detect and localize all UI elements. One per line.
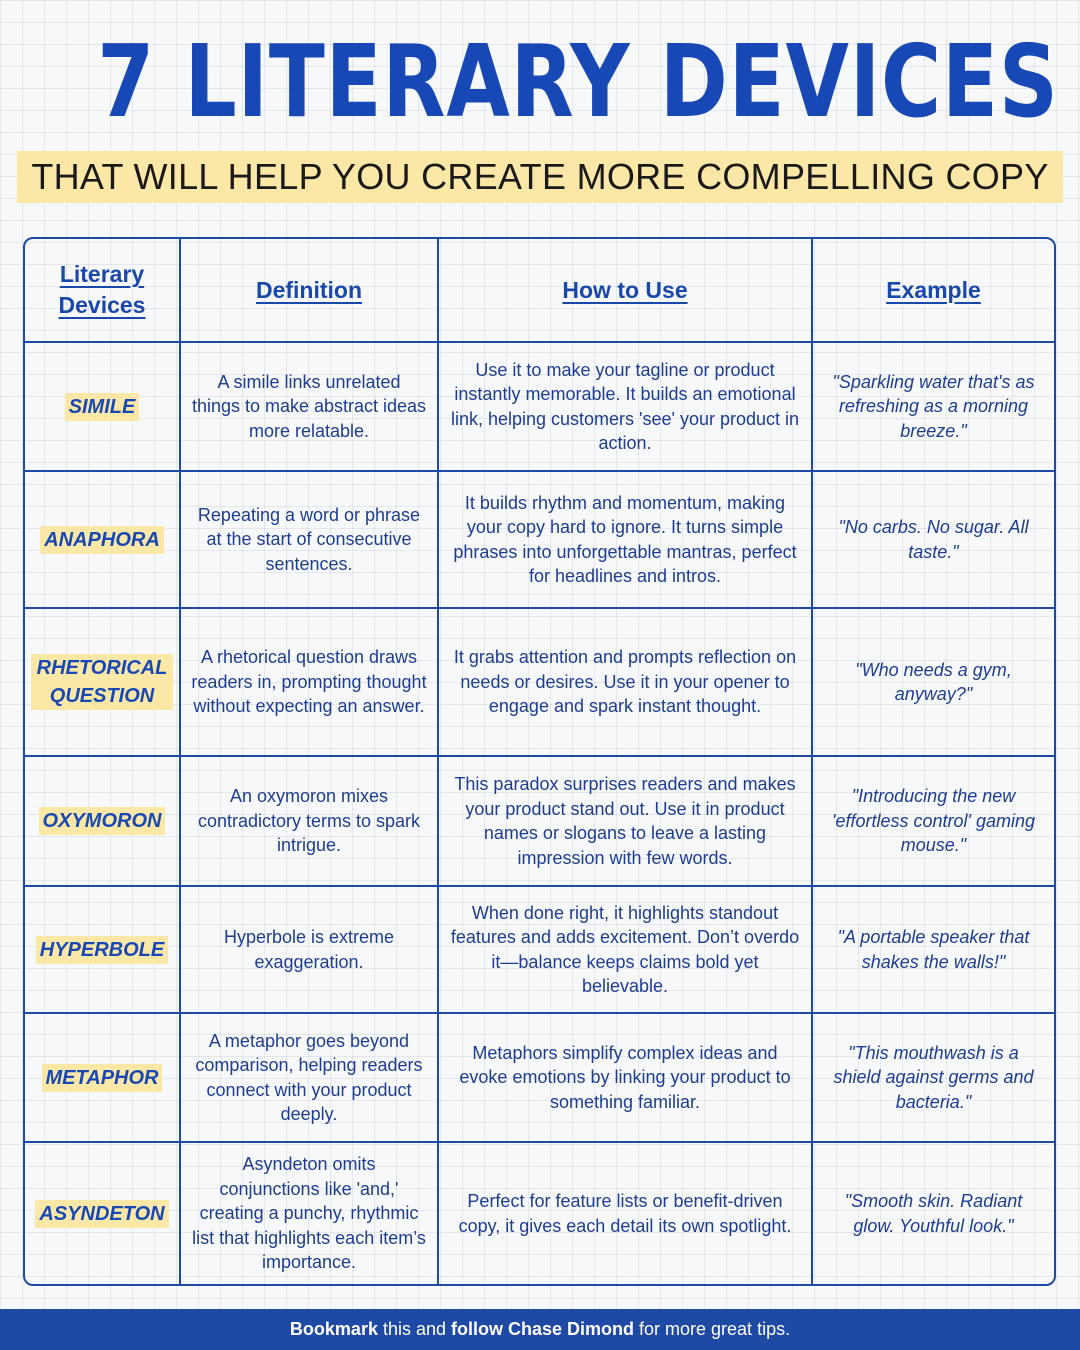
footer-banner [0,1309,1080,1350]
page-subtitle: THAT WILL HELP YOU CREATE MORE COMPELLING COPY [17,151,1062,203]
device-label: METAPHOR [42,1064,163,1092]
example-cell [813,1014,1054,1143]
device-cell [25,887,181,1014]
definition-text: A metaphor goes beyond comparison, helping readers connect with your product deeply. [195,1030,423,1124]
definition-text: Hyperbole is extreme exaggeration. [223,927,395,972]
how-to-use-text: Use it to make your tagline or product instantly memorable. It builds an emotional link, helping customers 'see' your product in action. [450,359,800,453]
device-label: RHETORICAL QUESTION [31,654,173,710]
definition-cell [181,757,439,887]
device-label: ASYNDETON [35,1200,168,1228]
device-cell [25,472,181,609]
how-to-use-cell [439,887,813,1014]
definition-text: Repeating a word or phrase at the start of consecutive sentences. [197,504,421,574]
example-cell [813,887,1054,1014]
example-cell [813,1143,1054,1284]
how-to-use-cell [439,343,813,472]
definition-text: An oxymoron mixes contradictory terms to spark intrigue. [197,786,421,856]
example-text: "Smooth skin. Radiant glow. Youthful look." [844,1191,1023,1236]
device-cell [25,1143,181,1284]
column-header-how-to-use: How to Use [439,239,813,343]
how-to-use-text: This paradox surprises readers and makes your product stand out. Use it in product names or slogans to leave a lasting impression with few words. [454,774,796,868]
column-header-devices: Literary Devices [25,239,181,343]
how-to-use-cell [439,609,813,757]
definition-cell [181,609,439,757]
footer-text-1: this and [377,1319,451,1339]
definition-cell [181,887,439,1014]
how-to-use-cell [439,1143,813,1284]
definition-text: A rhetorical question draws readers in, prompting thought without expecting an answer. [191,647,427,717]
how-to-use-text: When done right, it highlights standout features and adds excitement. Don’t overdo it—balance keeps claims bold yet believable. [450,902,800,996]
example-cell [813,472,1054,609]
example-text: "This mouthwash is a shield against germs and bacteria." [833,1042,1034,1112]
example-text: "A portable speaker that shakes the walls!" [837,927,1030,972]
how-to-use-text: Metaphors simplify complex ideas and evoke emotions by linking your product to something familiar. [459,1042,791,1112]
device-cell [25,1014,181,1143]
footer-bookmark: Bookmark [289,1319,378,1339]
example-cell [813,609,1054,757]
device-cell [25,343,181,472]
how-to-use-text: Perfect for feature lists or benefit-driven copy, it gives each detail its own spotlight. [458,1191,792,1236]
device-label: SIMILE [65,393,140,421]
column-header-example: Example [813,239,1054,343]
device-cell [25,757,181,887]
definition-cell [181,472,439,609]
definition-cell [181,343,439,472]
how-to-use-cell [439,757,813,887]
definition-text: A simile links unrelated things to make abstract ideas more relatable. [191,371,427,441]
footer-follow: follow Chase Dimond [451,1319,635,1339]
example-cell [813,343,1054,472]
column-header-definition: Definition [181,239,439,343]
how-to-use-cell [439,1014,813,1143]
definition-cell [181,1014,439,1143]
definition-cell [181,1143,439,1284]
device-label: ANAPHORA [40,526,164,554]
example-text: "Who needs a gym, anyway?" [855,659,1012,704]
definition-text: Asyndeton omits conjunctions like 'and,' creating a punchy, rhythmic list that highlights each item’s importance. [192,1154,426,1273]
footer-text-2: for more great tips. [634,1319,791,1339]
example-cell [813,757,1054,887]
how-to-use-text: It builds rhythm and momentum, making your copy hard to ignore. It turns simple phrases into unforgettable mantras, perfect for headlines and intros. [453,492,797,586]
device-label: HYPERBOLE [36,936,168,964]
example-text: "Sparkling water that's as refreshing as a morning breeze." [832,371,1035,441]
page-title: 7 LITERARY DEVICES [97,23,1059,140]
device-label: OXYMORON [39,807,166,835]
example-text: "No carbs. No sugar. All taste." [838,517,1029,562]
how-to-use-cell [439,472,813,609]
device-cell [25,609,181,757]
literary-devices-table [23,237,1056,1286]
subtitle-container [0,151,1080,203]
example-text: "Introducing the new 'effortless control' gaming mouse." [832,786,1035,856]
how-to-use-text: It grabs attention and prompts reflection on needs or desires. Use it in your opener to engage and spark instant thought. [453,647,797,717]
